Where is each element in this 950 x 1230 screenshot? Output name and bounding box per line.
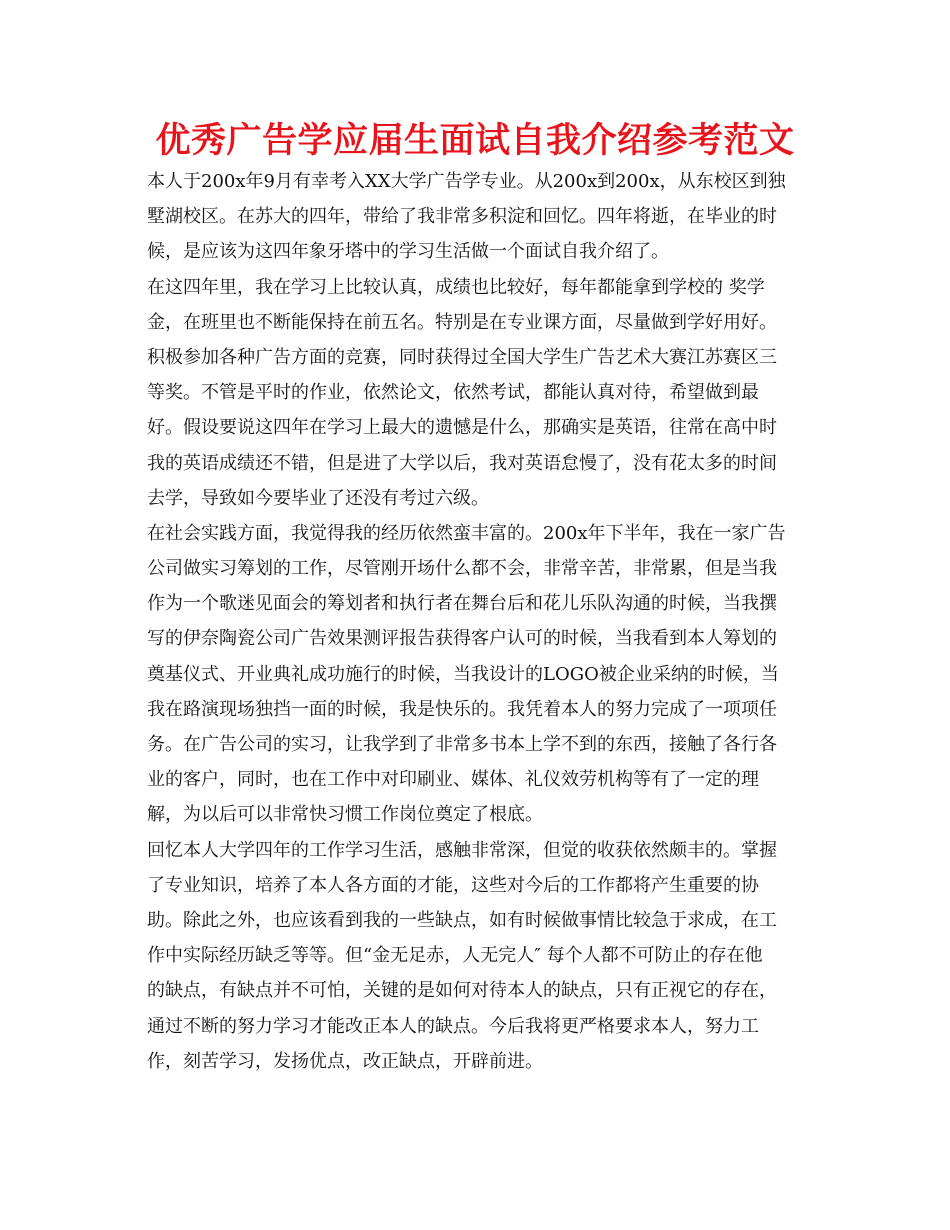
text-line: 作中实际经历缺乏等等。但“金无足赤，人无完人″ 每个人都不可防止的存在他 — [147, 945, 763, 967]
text-line: 解，为以后可以非常快习惯工作岗位奠定了根底。 — [147, 804, 543, 826]
text-line: 奠基仪式、开业典礼成功施行的时候，当我设计的LOGO被企业采纳的时候，当 — [147, 663, 779, 685]
text-line: 作，刻苦学习，发扬优点，改正缺点，开辟前进。 — [147, 1050, 543, 1072]
text-line: 金，在班里也不断能保持在前五名。特别是在专业课方面，尽量做到学好用好。 — [147, 311, 777, 333]
document-body — [147, 164, 807, 1079]
text-line: 去学，导致如今要毕业了还没有考过六级。 — [147, 487, 489, 509]
text-line: 候，是应该为这四年象牙塔中的学习生活做一个面试自我介绍了。 — [147, 241, 669, 263]
text-line: 了专业知识，培养了本人各方面的才能，这些对今后的工作都将产生重要的协 — [147, 874, 759, 896]
text-line: 务。在广告公司的实习，让我学到了非常多书本上学不到的东西，接触了各行各 — [147, 734, 777, 755]
text-line: 助。除此之外，也应该看到我的一些缺点，如有时候做事情比较急于求成，在工 — [147, 909, 777, 931]
text-line: 通过不断的努力学习才能改正本人的缺点。今后我将更严格要求本人，努力工 — [147, 1015, 759, 1037]
text-line: 在社会实践方面，我觉得我的经历依然蛮丰富的。200x年下半年，我在一家广告 — [147, 522, 786, 544]
text-line: 业的客户，同时，也在工作中对印刷业、媒体、礼仪效劳机构等有了一定的理 — [147, 769, 759, 791]
text-line: 我在路演现场独挡一面的时候，我是快乐的。我凭着本人的努力完成了一项项任 — [147, 698, 777, 720]
text-line: 墅湖校区。在苏大的四年，带给了我非常多积淀和回忆。四年将逝，在毕业的时 — [147, 206, 777, 228]
text-line: 的缺点，有缺点并不可怕，关键的是如何对待本人的缺点，只有正视它的存在， — [147, 980, 777, 1002]
text-line: 本人于200x年9月有幸考入XX大学广告学专业。从200x到200x，从东校区到独 — [147, 171, 786, 192]
text-line: 回忆本人大学四年的工作学习生活，感触非常深，但觉的收获依然颇丰的。掌握 — [147, 839, 777, 861]
text-line: 好。假设要说这四年在学习上最大的遗憾是什么，那确实是英语，往常在高中时 — [147, 417, 777, 439]
text-line: 在这四年里，我在学习上比较认真，成绩也比较好，每年都能拿到学校的 奖学 — [147, 276, 765, 298]
text-line: 我的英语成绩还不错，但是进了大学以后，我对英语怠慢了，没有花太多的时间 — [147, 452, 777, 474]
text-line: 写的伊奈陶瓷公司广告效果测评报告获得客户认可的时候，当我看到本人筹划的 — [147, 628, 777, 650]
document-title: 优秀广告学应届生面试自我介绍参考范文 — [155, 121, 795, 161]
text-line: 等奖。不管是平时的作业，依然论文，依然考试，都能认真对待，希望做到最 — [147, 382, 759, 404]
text-line: 积极参加各种广告方面的竞赛，同时获得过全国大学生广告艺术大赛江苏赛区三 — [147, 346, 777, 368]
text-line: 作为一个歌迷见面会的筹划者和执行者在舞台后和花儿乐队沟通的时候，当我撰 — [147, 593, 777, 615]
text-line: 公司做实习筹划的工作，尽管刚开场什么都不会，非常辛苦，非常累，但是当我 — [147, 558, 777, 580]
